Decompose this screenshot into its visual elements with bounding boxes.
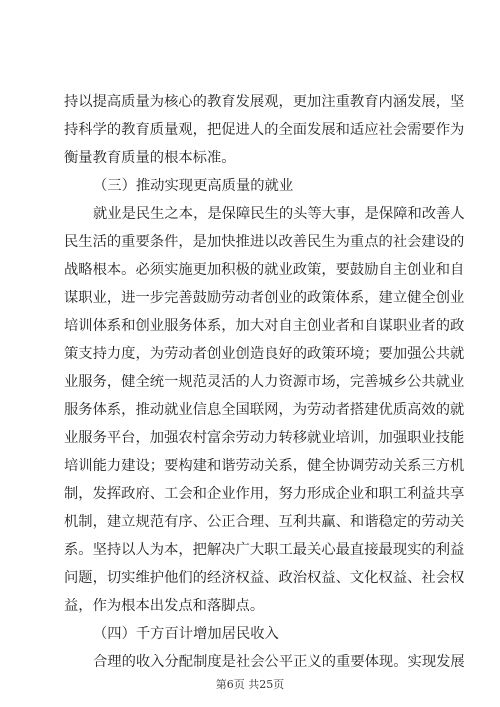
text-line: 就业是民生之本，是保障民生的头等大事，是保障和改善人 xyxy=(93,206,465,222)
text-line: 培训体系和创业服务体系，加大对自主创业者和自谋职业者的政 xyxy=(64,318,465,334)
text-line: 培训能力建设；要构建和谐劳动关系，健全协调劳动关系三方机 xyxy=(64,458,465,474)
text-line: 制，发挥政府、工会和企业作用，努力形成企业和职工利益共享 xyxy=(64,486,465,502)
text-line: （四）千方百计增加居民收入 xyxy=(93,626,279,642)
text-line: 谋职业，进一步完善鼓励劳动者创业的政策体系，建立健全创业 xyxy=(64,290,465,306)
text-line: 系。坚持以人为本，把解决广大职工最关心最直接最现实的利益 xyxy=(64,542,465,558)
body-text xyxy=(64,88,465,676)
text-line: 问题，切实维护他们的经济权益、政治权益、文化权益、社会权 xyxy=(64,570,465,586)
page-footer: 第6页 共25页 xyxy=(215,678,285,691)
text-line: 持科学的教育质量观，把促进人的全面发展和适应社会需要作为 xyxy=(64,122,465,138)
text-line: 合理的收入分配制度是社会公平正义的重要体现。实现发展 xyxy=(93,654,465,670)
text-line: 业服务平台，加强农村富余劳动力转移就业培训，加强职业技能 xyxy=(64,430,465,446)
text-line: 服务体系，推动就业信息全国联网，为劳动者搭建优质高效的就 xyxy=(64,402,465,418)
text-line: 机制，建立规范有序、公正合理、互利共赢、和谐稳定的劳动关 xyxy=(64,514,465,530)
text-line: 策支持力度，为劳动者创业创造良好的政策环境；要加强公共就 xyxy=(64,346,465,362)
text-line: 衡量教育质量的根本标准。 xyxy=(64,150,236,166)
text-line: 益，作为根本出发点和落脚点。 xyxy=(64,598,265,614)
text-line: 业服务，健全统一规范灵活的人力资源市场，完善城乡公共就业 xyxy=(64,374,465,390)
text-line: （三）推动实现更高质量的就业 xyxy=(93,178,294,194)
text-line: 民生活的重要条件，是加快推进以改善民生为重点的社会建设的 xyxy=(64,234,465,250)
text-line: 战略根本。必须实施更加积极的就业政策，要鼓励自主创业和自 xyxy=(64,262,465,278)
text-line: 持以提高质量为核心的教育发展观，更加注重教育内涵发展，坚 xyxy=(64,94,465,110)
